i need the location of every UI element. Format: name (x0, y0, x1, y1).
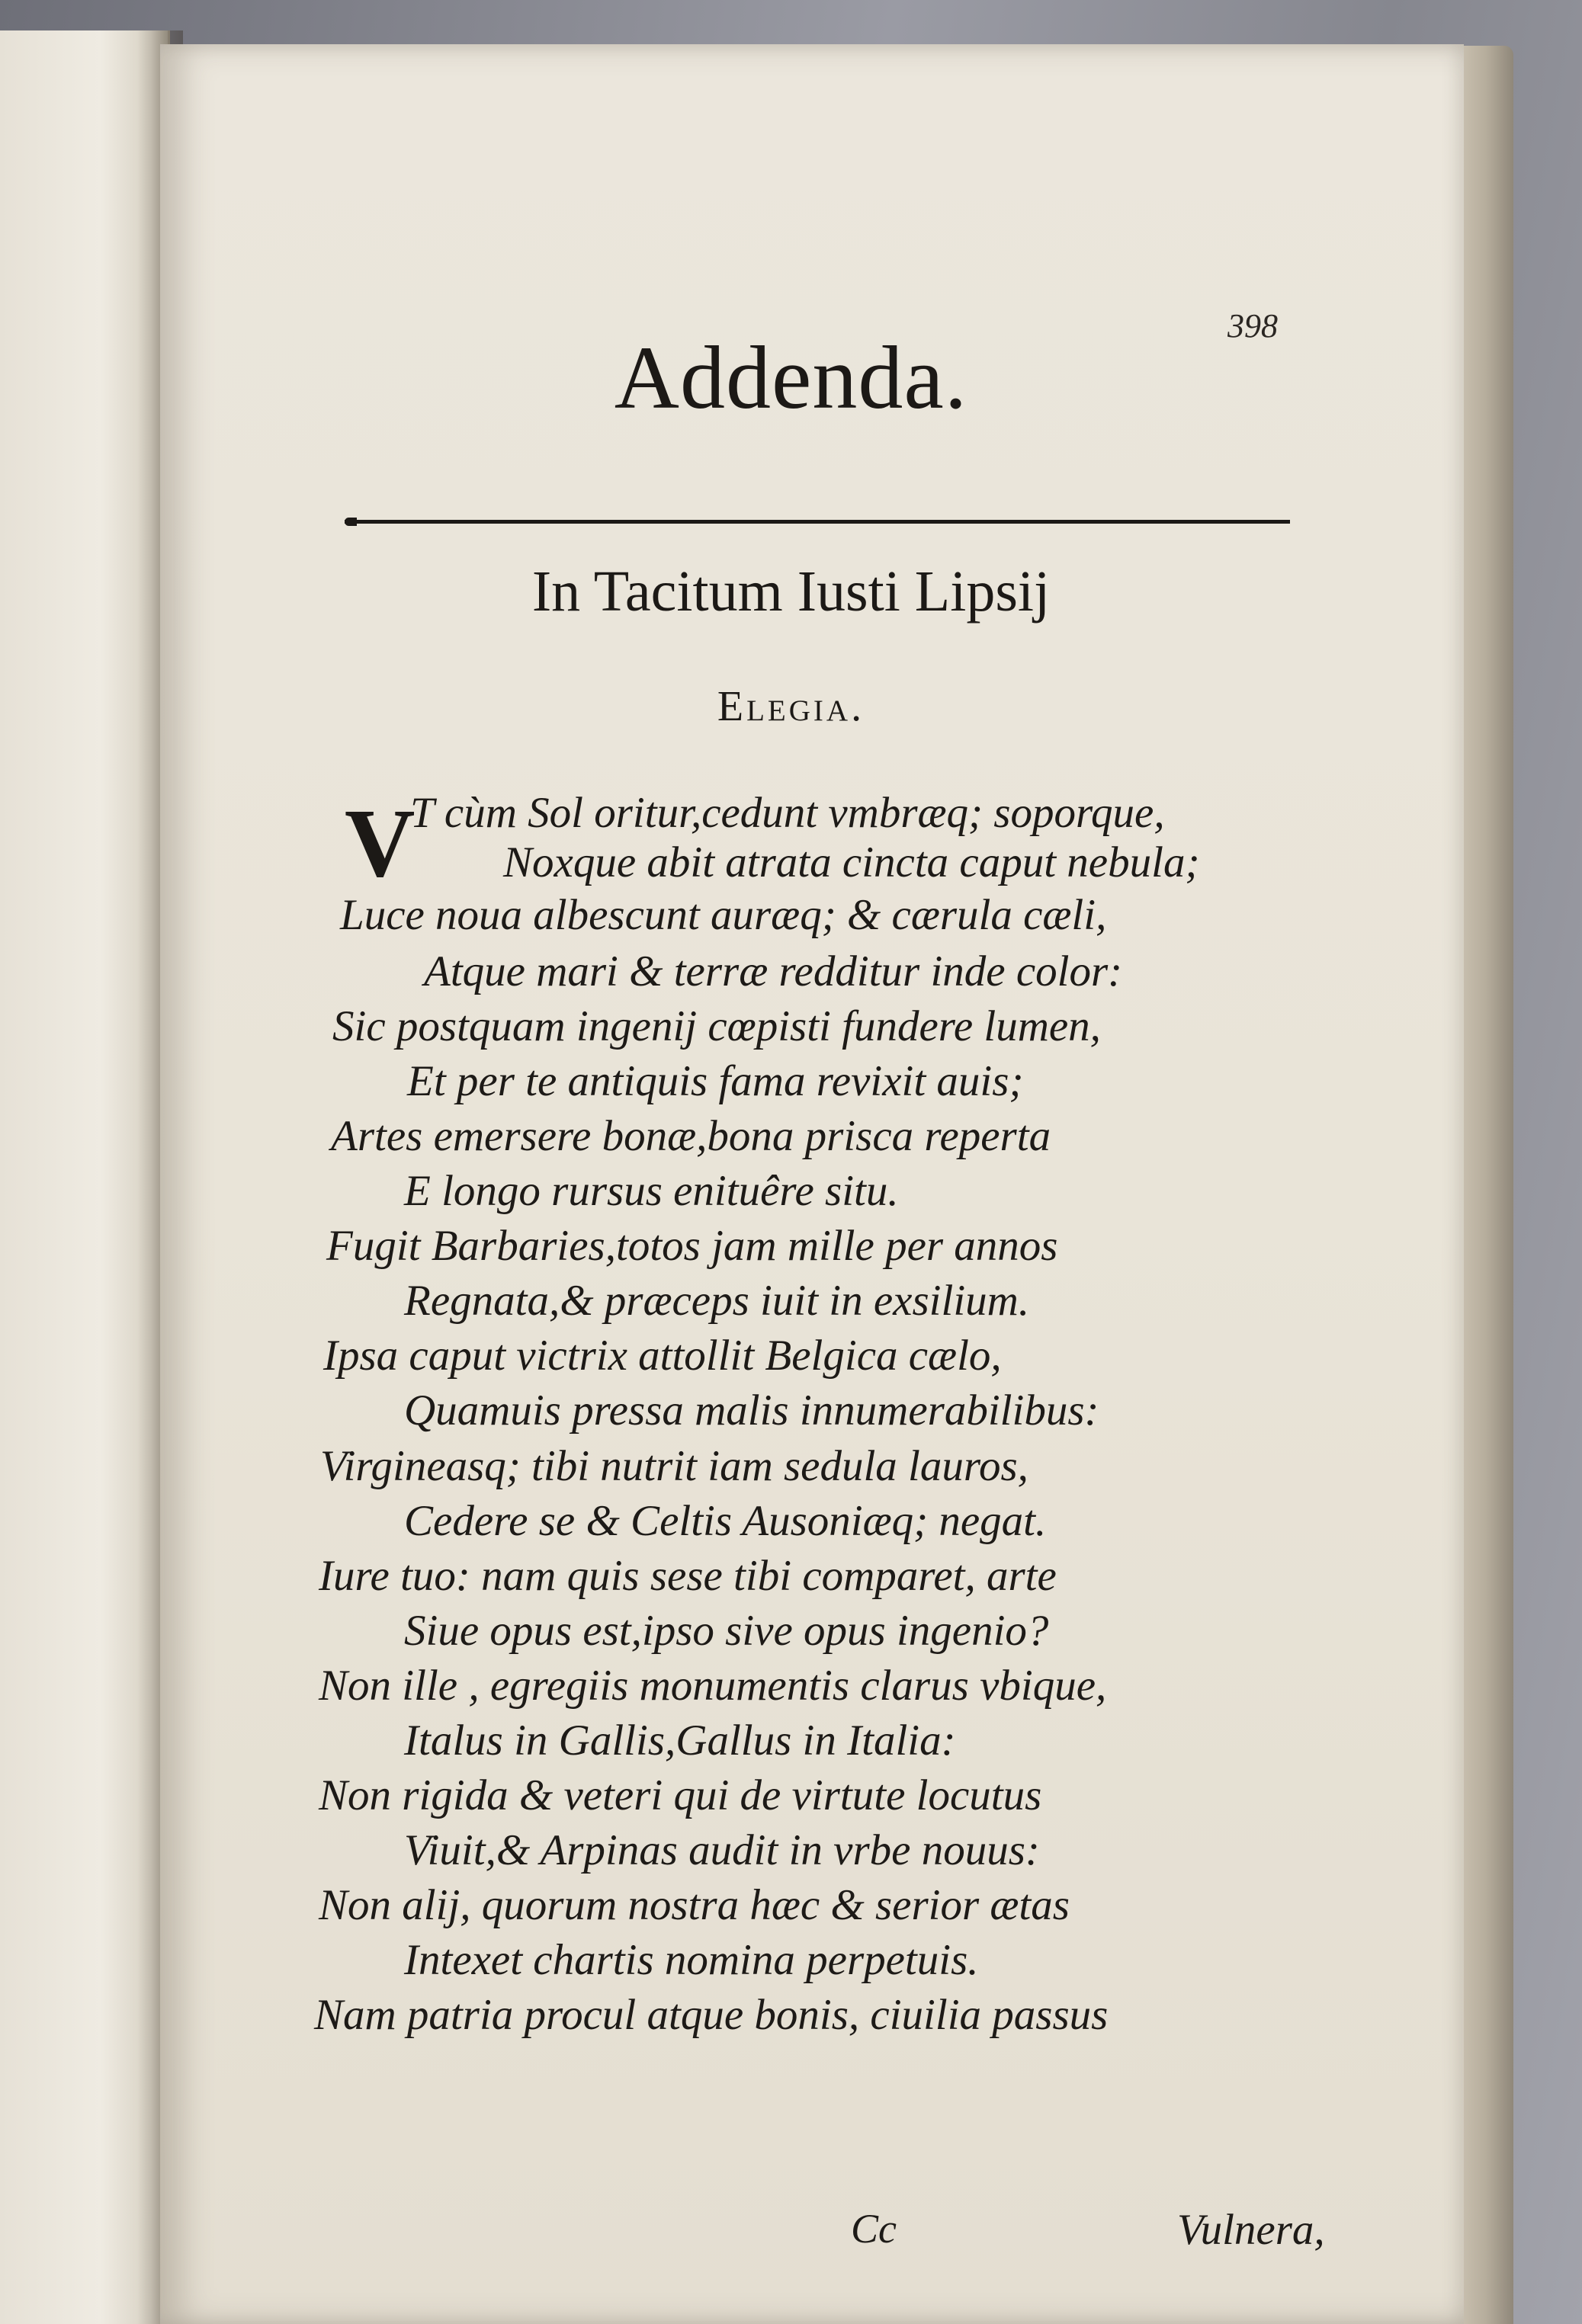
verse-line: Virgineasq; tibi nutrit iam sedula lauros, (320, 1442, 1028, 1490)
drop-cap: V (345, 789, 416, 897)
verse-line: Ipsa caput victrix attollit Belgica cælo, (323, 1332, 1002, 1380)
signature-mark: Cc (851, 2206, 897, 2252)
section-title: Elegia. (717, 683, 865, 730)
verse-line: Sic postquam ingenij cœpisti fundere lumen, (332, 1002, 1101, 1050)
verse-line: Noxque abit atrata cincta caput nebula; (503, 838, 1200, 886)
verse-line: Italus in Gallis,Gallus in Italia: (404, 1717, 956, 1765)
verse-line: Cedere se & Celtis Ausoniæq; negat. (404, 1497, 1047, 1545)
verse-line: Et per te antiquis fama revixit auis; (407, 1057, 1024, 1105)
verse-line: Siue opus est,ipso sive opus ingenio? (404, 1607, 1049, 1655)
poem-title: In Tacitum Iusti Lipsij (531, 559, 1051, 623)
verse-line: T cùm Sol oritur,cedunt vmbræq; soporque, (410, 789, 1165, 837)
verse-line: Iure tuo: nam quis sese tibi comparet, arte (319, 1552, 1057, 1600)
verse-line: Non ille , egregiis monumentis clarus vbique, (319, 1662, 1107, 1710)
verse-line: Non rigida & veteri qui de virtute locutus (319, 1771, 1042, 1819)
page-title: Addenda. (614, 328, 968, 428)
title-rule (345, 520, 1290, 524)
verse-line: Atque mari & terræ redditur inde color: (424, 947, 1123, 995)
verse-line: Quamuis pressa malis innumerabilibus: (404, 1386, 1099, 1434)
verse-line: Fugit Barbaries,totos jam mille per annos (326, 1222, 1058, 1270)
verse-line: Intexet chartis nomina perpetuis. (404, 1936, 979, 1984)
verse-line: Viuit,& Arpinas audit in vrbe nouus: (404, 1826, 1040, 1874)
verse-line: Non alij, quorum nostra hæc & serior ætas (319, 1881, 1070, 1929)
verse-line: Nam patria procul atque bonis, ciuilia passus (314, 1991, 1109, 2039)
verse-line: Artes emersere bonæ,bona prisca reperta (331, 1112, 1051, 1160)
verse-line: Regnata,& præceps iuit in exsilium. (404, 1277, 1030, 1325)
catchword: Vulnera, (1177, 2206, 1325, 2254)
verse-line: E longo rursus enituêre situ. (404, 1167, 899, 1215)
verse-line: Luce noua albescunt auræq; & cærula cæli, (340, 891, 1107, 939)
page-number: 398 (1227, 307, 1278, 345)
